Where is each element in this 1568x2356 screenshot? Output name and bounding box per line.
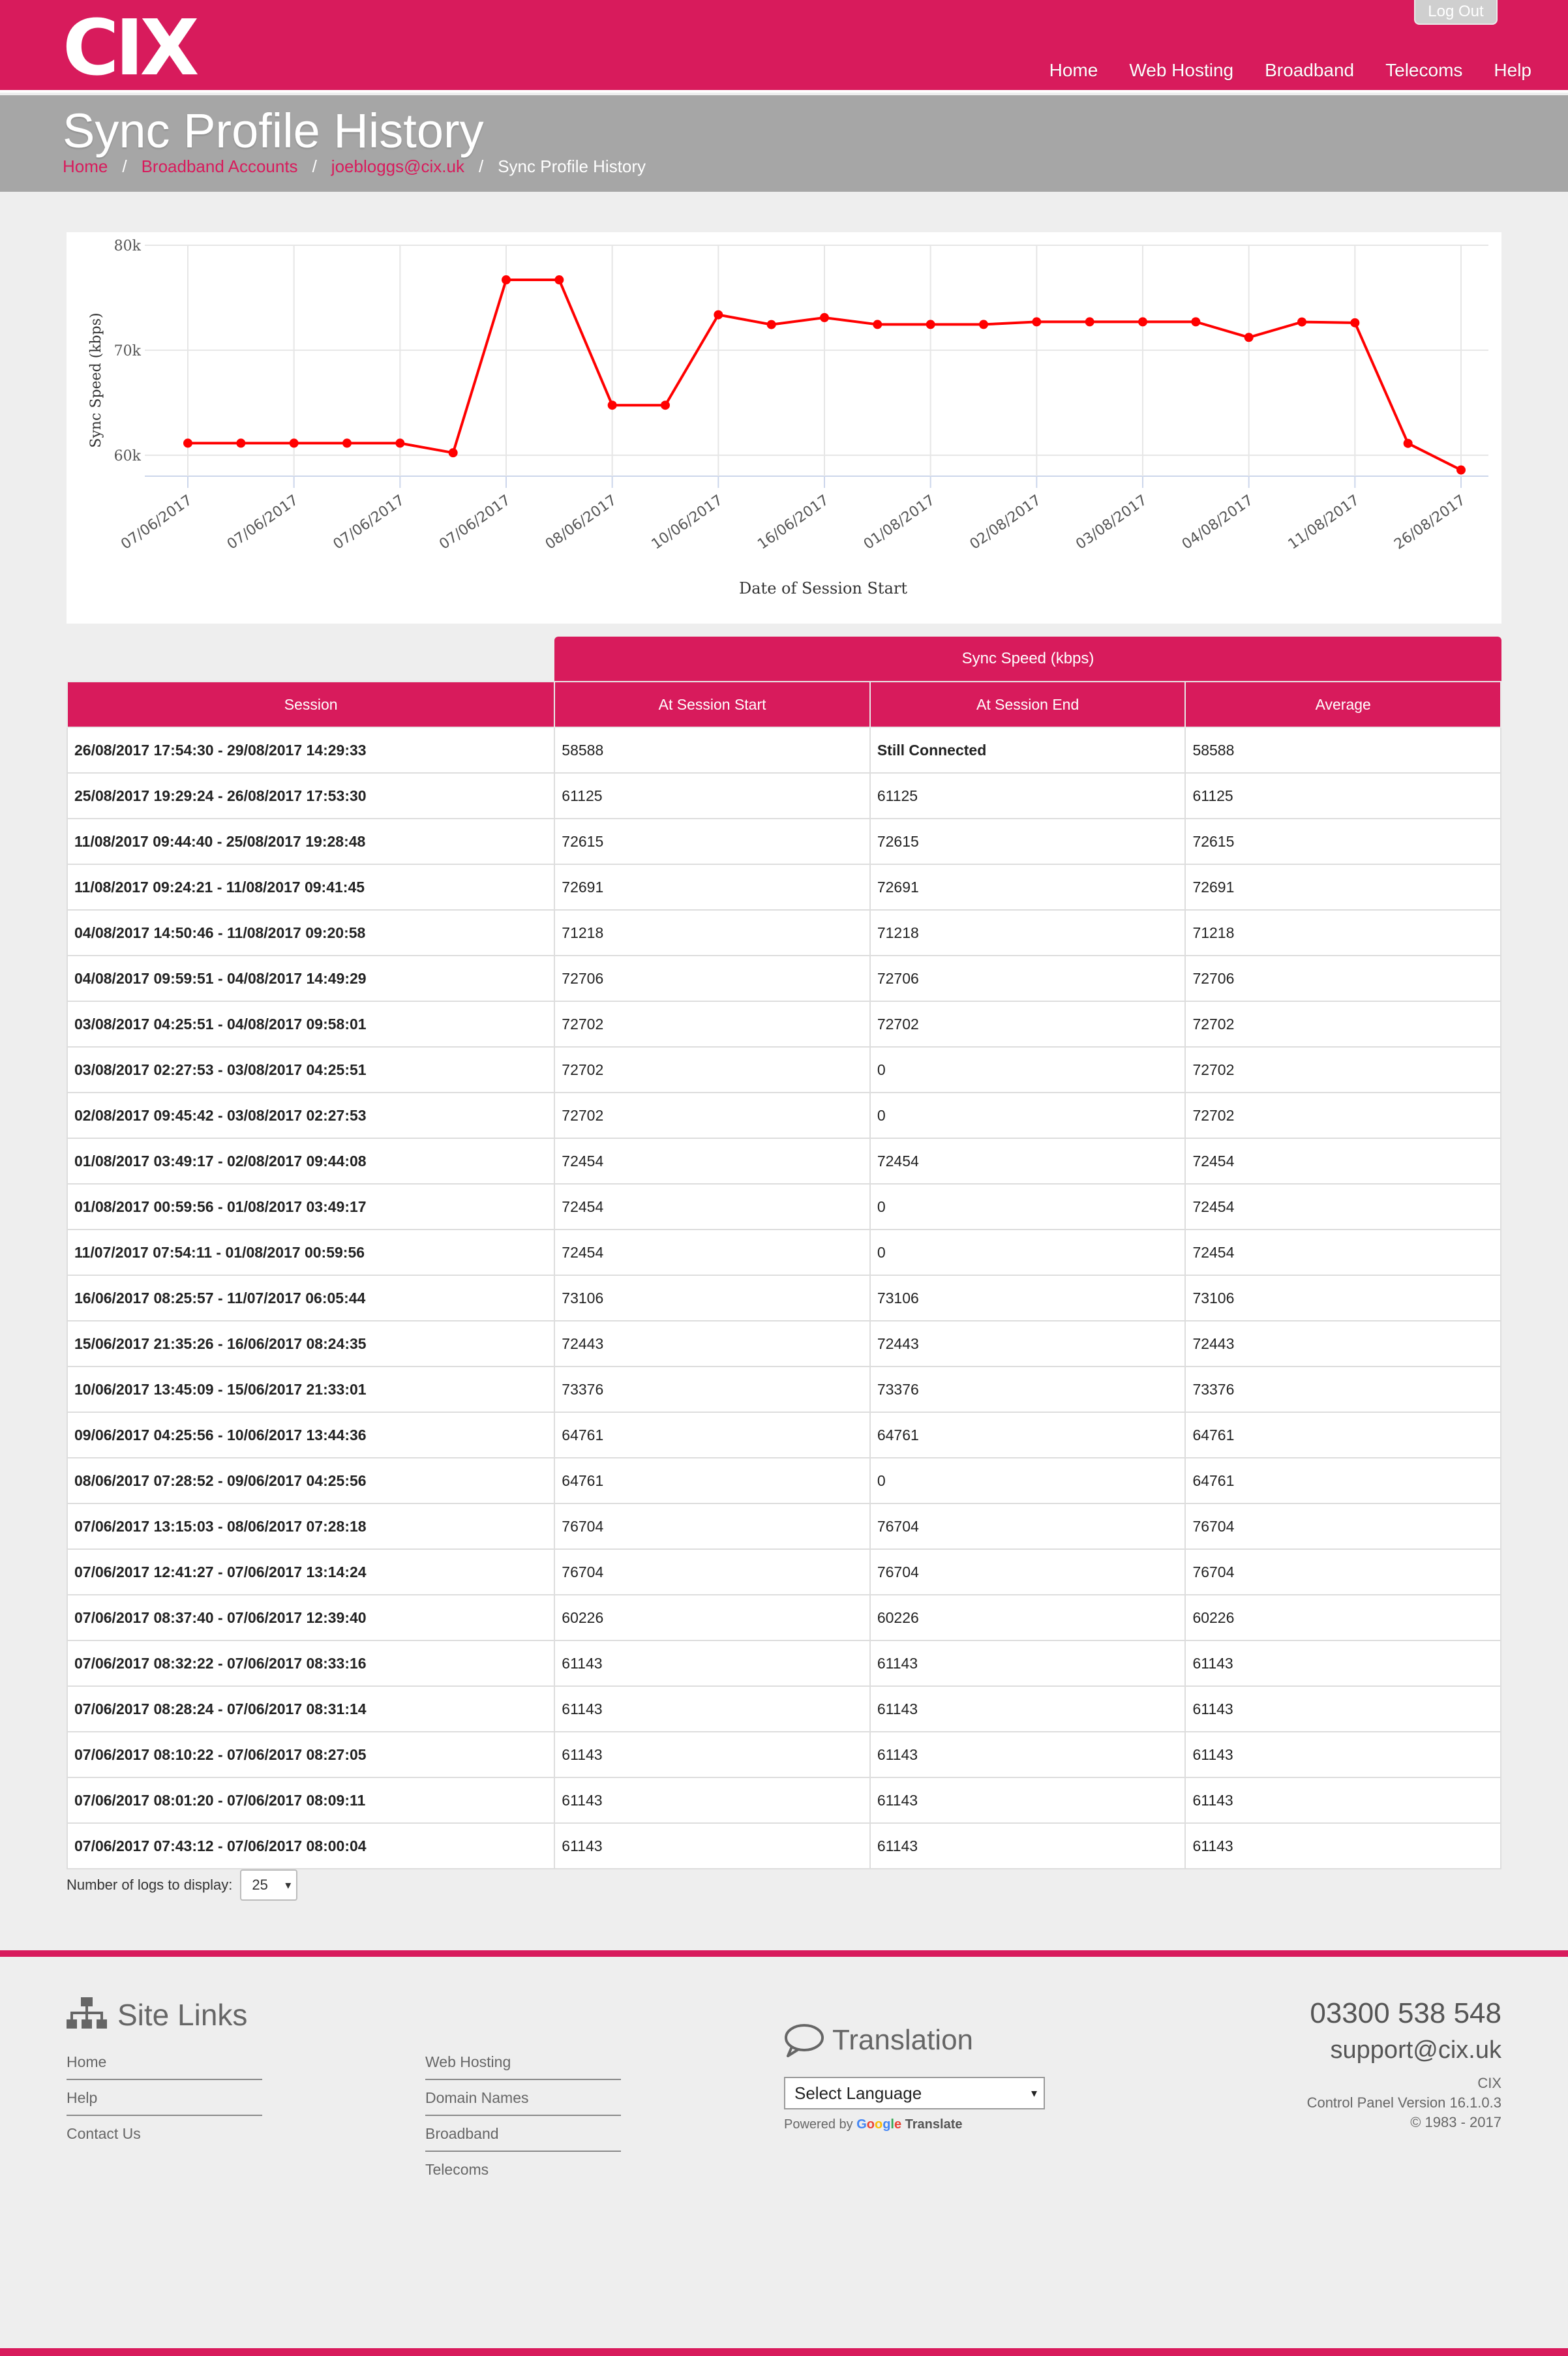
- cell-average: 73106: [1185, 1275, 1501, 1321]
- table-row: [67, 956, 1501, 1001]
- data-point: [1191, 317, 1200, 326]
- table-row: [67, 1184, 1501, 1230]
- cix-logo[interactable]: CIX: [63, 3, 196, 93]
- data-point: [1138, 317, 1147, 326]
- breadcrumb-separator: /: [312, 157, 317, 176]
- cell-session: 25/08/2017 19:29:24 - 26/08/2017 17:53:30: [67, 773, 554, 819]
- table-row: [67, 1549, 1501, 1595]
- table-row: [67, 1732, 1501, 1777]
- cell-average: 72443: [1185, 1321, 1501, 1367]
- main-nav: [1049, 60, 1531, 81]
- contact-phone[interactable]: 03300 538 548: [1310, 1997, 1501, 2029]
- chevron-down-icon: ▾: [285, 1879, 292, 1892]
- language-select[interactable]: [784, 2077, 1045, 2109]
- cell-at-session-end: 76704: [870, 1549, 1186, 1595]
- cell-at-session-start: 64761: [554, 1412, 870, 1458]
- control-panel-version: Control Panel Version 16.1.0.3: [1306, 2094, 1501, 2111]
- cell-at-session-start: 61143: [554, 1686, 870, 1732]
- table-row: [67, 1595, 1501, 1640]
- y-tick-label: 80k: [113, 238, 141, 254]
- cell-at-session-end: 73106: [870, 1275, 1186, 1321]
- cell-average: 72454: [1185, 1184, 1501, 1230]
- cell-at-session-end: 72706: [870, 956, 1186, 1001]
- cell-at-session-end: 72615: [870, 819, 1186, 864]
- cell-average: 58588: [1185, 727, 1501, 773]
- table-row: [67, 1686, 1501, 1732]
- cell-at-session-start: 72702: [554, 1047, 870, 1093]
- cell-session: 07/06/2017 08:01:20 - 07/06/2017 08:09:11: [67, 1777, 554, 1823]
- data-point: [554, 275, 564, 284]
- sync-speed-group-header: Sync Speed (kbps): [554, 637, 1501, 681]
- cell-session: 09/06/2017 04:25:56 - 10/06/2017 13:44:36: [67, 1412, 554, 1458]
- cell-session: 26/08/2017 17:54:30 - 29/08/2017 14:29:33: [67, 727, 554, 773]
- cell-session: 15/06/2017 21:35:26 - 16/06/2017 08:24:35: [67, 1321, 554, 1367]
- cell-at-session-start: 71218: [554, 910, 870, 956]
- footer-bottom-divider: [0, 2348, 1568, 2356]
- logs-count-select[interactable]: [240, 1869, 297, 1901]
- cell-session: 07/06/2017 08:28:24 - 07/06/2017 08:31:14: [67, 1686, 554, 1732]
- col-at-session-start: At Session Start: [554, 682, 870, 727]
- page-title: Sync Profile History: [63, 104, 484, 158]
- table-row: [67, 1458, 1501, 1503]
- col-average: Average: [1185, 682, 1501, 727]
- logout-button[interactable]: Log Out: [1414, 0, 1498, 25]
- x-tick-label: 10/06/2017: [648, 492, 726, 553]
- data-point: [1456, 466, 1466, 475]
- footer-link-contact-us[interactable]: Contact Us: [67, 2125, 141, 2142]
- cell-session: 07/06/2017 07:43:12 - 07/06/2017 08:00:04: [67, 1823, 554, 1869]
- cell-session: 01/08/2017 00:59:56 - 01/08/2017 03:49:17: [67, 1184, 554, 1230]
- data-point: [1085, 317, 1094, 326]
- cell-at-session-start: 76704: [554, 1549, 870, 1595]
- table-row: [67, 773, 1501, 819]
- breadcrumb-home[interactable]: Home: [63, 157, 108, 176]
- data-point: [449, 448, 458, 457]
- table-row: [67, 1777, 1501, 1823]
- table-row: [67, 1640, 1501, 1686]
- x-tick-label: 16/06/2017: [755, 492, 832, 553]
- cell-at-session-end: 64761: [870, 1412, 1186, 1458]
- y-tick-label: 60k: [113, 447, 141, 464]
- table-row: [67, 1823, 1501, 1869]
- cell-average: 72615: [1185, 819, 1501, 864]
- data-point: [236, 438, 245, 447]
- x-tick-label: 11/08/2017: [1285, 492, 1363, 553]
- footer-link-help[interactable]: Help: [67, 2080, 262, 2116]
- cell-at-session-start: 72454: [554, 1230, 870, 1275]
- breadcrumb-separator: /: [478, 157, 484, 176]
- col-session: Session: [67, 682, 554, 727]
- cell-at-session-end: 61143: [870, 1640, 1186, 1686]
- cell-at-session-start: 61143: [554, 1777, 870, 1823]
- cell-at-session-start: 72615: [554, 819, 870, 864]
- cell-average: 76704: [1185, 1503, 1501, 1549]
- translation-title: Translation: [832, 2024, 974, 2056]
- chevron-down-icon: ▾: [1031, 2087, 1037, 2100]
- cell-at-session-start: 58588: [554, 727, 870, 773]
- sync-chart-panel: [67, 232, 1501, 624]
- data-point: [395, 438, 404, 447]
- cell-at-session-start: 72454: [554, 1138, 870, 1184]
- speech-bubble-icon: [784, 2023, 824, 2057]
- nav-help[interactable]: Help: [1494, 60, 1531, 80]
- x-tick-label: 08/06/2017: [542, 492, 620, 553]
- cell-at-session-end: 60226: [870, 1595, 1186, 1640]
- col-at-session-end: At Session End: [870, 682, 1186, 727]
- cell-average: 64761: [1185, 1458, 1501, 1503]
- cell-average: 72691: [1185, 864, 1501, 910]
- footer-links-col1: [67, 2044, 262, 2151]
- x-tick-label: 02/08/2017: [967, 492, 1044, 553]
- data-point: [1297, 318, 1306, 327]
- cell-session: 11/08/2017 09:44:40 - 25/08/2017 19:28:48: [67, 819, 554, 864]
- x-tick-label: 01/08/2017: [860, 492, 939, 553]
- nav-broadband[interactable]: Broadband: [1265, 60, 1355, 80]
- cell-session: 11/08/2017 09:24:21 - 11/08/2017 09:41:45: [67, 864, 554, 910]
- table-row: [67, 1093, 1501, 1138]
- cell-at-session-start: 61143: [554, 1732, 870, 1777]
- cell-session: 02/08/2017 09:45:42 - 03/08/2017 02:27:53: [67, 1093, 554, 1138]
- cell-at-session-start: 61143: [554, 1640, 870, 1686]
- cell-session: 07/06/2017 08:10:22 - 07/06/2017 08:27:05: [67, 1732, 554, 1777]
- breadcrumb-separator: /: [122, 157, 127, 176]
- data-point: [926, 320, 935, 329]
- data-point: [979, 320, 988, 329]
- google-logo[interactable]: Google: [856, 2117, 902, 2132]
- cell-at-session-start: 73106: [554, 1275, 870, 1321]
- nav-telecoms[interactable]: Telecoms: [1385, 60, 1463, 80]
- data-point: [820, 313, 829, 322]
- cell-at-session-start: 72454: [554, 1184, 870, 1230]
- footer-link-home[interactable]: Home: [67, 2044, 262, 2080]
- table-header-row: [67, 682, 1501, 727]
- cell-average: 61143: [1185, 1823, 1501, 1869]
- cell-at-session-start: 76704: [554, 1503, 870, 1549]
- cell-average: 61143: [1185, 1640, 1501, 1686]
- cell-at-session-end: 0: [870, 1230, 1186, 1275]
- cell-at-session-start: 72443: [554, 1321, 870, 1367]
- nav-web-hosting[interactable]: Web Hosting: [1129, 60, 1234, 80]
- cell-average: 72702: [1185, 1001, 1501, 1047]
- logs-count-control: [67, 1869, 297, 1901]
- contact-block: [1307, 1997, 1501, 2132]
- breadcrumb-current: Sync Profile History: [498, 157, 646, 176]
- table-row: [67, 1503, 1501, 1549]
- cell-at-session-start: 60226: [554, 1595, 870, 1640]
- translation-heading: [784, 2023, 973, 2057]
- table-row: [67, 864, 1501, 910]
- cell-session: 11/07/2017 07:54:11 - 01/08/2017 00:59:56: [67, 1230, 554, 1275]
- cell-session: 03/08/2017 04:25:51 - 04/08/2017 09:58:01: [67, 1001, 554, 1047]
- cell-at-session-end: 71218: [870, 910, 1186, 956]
- logs-count-label: Number of logs to display:: [67, 1877, 233, 1893]
- x-axis-title: Date of Session Start: [739, 579, 907, 597]
- data-point: [767, 320, 776, 329]
- cell-at-session-end: 72443: [870, 1321, 1186, 1367]
- x-tick-label: 07/06/2017: [224, 492, 302, 553]
- table-row: [67, 727, 1501, 773]
- cell-at-session-end: 72702: [870, 1001, 1186, 1047]
- table-row: [67, 819, 1501, 864]
- cell-at-session-end: 61143: [870, 1823, 1186, 1869]
- cell-at-session-start: 73376: [554, 1367, 870, 1412]
- copyright: © 1983 - 2017: [1410, 2114, 1501, 2130]
- sitemap-icon: [67, 1997, 107, 2032]
- y-axis-title: Sync Speed (kbps): [88, 312, 104, 448]
- x-tick-label: 26/08/2017: [1391, 492, 1469, 553]
- sync-history-table: [67, 681, 1501, 1869]
- breadcrumb-broadband-accounts[interactable]: Broadband Accounts: [141, 157, 298, 176]
- cell-at-session-start: 61143: [554, 1823, 870, 1869]
- cell-average: 73376: [1185, 1367, 1501, 1412]
- cell-at-session-end: 61143: [870, 1686, 1186, 1732]
- cell-session: 01/08/2017 03:49:17 - 02/08/2017 09:44:08: [67, 1138, 554, 1184]
- data-point: [290, 438, 299, 447]
- cell-at-session-end: 73376: [870, 1367, 1186, 1412]
- cell-session: 07/06/2017 13:15:03 - 08/06/2017 07:28:18: [67, 1503, 554, 1549]
- data-point: [1404, 439, 1413, 448]
- cell-at-session-end: 0: [870, 1093, 1186, 1138]
- cell-session: 08/06/2017 07:28:52 - 09/06/2017 04:25:56: [67, 1458, 554, 1503]
- data-point: [502, 275, 511, 284]
- cell-average: 72702: [1185, 1047, 1501, 1093]
- cell-session: 04/08/2017 14:50:46 - 11/08/2017 09:20:58: [67, 910, 554, 956]
- data-point: [714, 310, 723, 320]
- cell-session: 07/06/2017 12:41:27 - 07/06/2017 13:14:24: [67, 1549, 554, 1595]
- language-select-value: Select Language: [794, 2083, 922, 2103]
- cell-at-session-start: 72702: [554, 1093, 870, 1138]
- data-point: [1032, 317, 1041, 326]
- title-bar: [0, 95, 1568, 192]
- data-point: [873, 320, 882, 329]
- cell-average: 76704: [1185, 1549, 1501, 1595]
- x-tick-label: 07/06/2017: [330, 492, 408, 553]
- cell-average: 61143: [1185, 1777, 1501, 1823]
- data-point: [342, 438, 352, 447]
- cell-average: 61143: [1185, 1732, 1501, 1777]
- x-tick-label: 03/08/2017: [1073, 492, 1151, 553]
- cell-average: 71218: [1185, 910, 1501, 956]
- cell-session: 04/08/2017 09:59:51 - 04/08/2017 14:49:29: [67, 956, 554, 1001]
- data-point: [1350, 318, 1359, 327]
- table-row: [67, 1367, 1501, 1412]
- cell-at-session-end: 76704: [870, 1503, 1186, 1549]
- cell-at-session-end: Still Connected: [870, 727, 1186, 773]
- footer-link-broadband[interactable]: Broadband: [425, 2116, 621, 2152]
- data-point: [608, 400, 617, 410]
- powered-by-google: [784, 2117, 962, 2132]
- cell-session: 16/06/2017 08:25:57 - 11/07/2017 06:05:44: [67, 1275, 554, 1321]
- cell-at-session-end: 72454: [870, 1138, 1186, 1184]
- breadcrumb: [63, 157, 646, 177]
- company-name: CIX: [1477, 2075, 1501, 2091]
- nav-home[interactable]: Home: [1049, 60, 1098, 80]
- data-point: [661, 400, 670, 410]
- table-row: [67, 1230, 1501, 1275]
- cell-at-session-start: 72706: [554, 956, 870, 1001]
- contact-email[interactable]: support@cix.uk: [1330, 2036, 1501, 2064]
- footer-links-col2: [425, 2044, 621, 2186]
- table-row: [67, 1138, 1501, 1184]
- site-links-title: Site Links: [117, 1998, 248, 2032]
- cell-at-session-start: 61125: [554, 773, 870, 819]
- cell-at-session-start: 72702: [554, 1001, 870, 1047]
- table-row: [67, 910, 1501, 956]
- cell-at-session-start: 64761: [554, 1458, 870, 1503]
- cell-session: 07/06/2017 08:32:22 - 07/06/2017 08:33:16: [67, 1640, 554, 1686]
- data-point: [183, 438, 192, 447]
- table-row: [67, 1412, 1501, 1458]
- powered-by-label: Powered by: [784, 2117, 853, 2132]
- table-row: [67, 1275, 1501, 1321]
- y-tick-label: 70k: [113, 342, 141, 359]
- cell-average: 61125: [1185, 773, 1501, 819]
- footer-link-web-hosting[interactable]: Web Hosting: [425, 2044, 621, 2080]
- cell-average: 72454: [1185, 1230, 1501, 1275]
- footer-top-divider: [0, 1950, 1568, 1957]
- data-point: [1244, 333, 1254, 342]
- cell-at-session-end: 61143: [870, 1777, 1186, 1823]
- table-row: [67, 1047, 1501, 1093]
- cell-at-session-end: 61125: [870, 773, 1186, 819]
- cell-average: 72454: [1185, 1138, 1501, 1184]
- cell-average: 72702: [1185, 1093, 1501, 1138]
- table-row: [67, 1001, 1501, 1047]
- x-tick-label: 07/06/2017: [118, 492, 196, 553]
- footer-link-telecoms[interactable]: Telecoms: [425, 2161, 489, 2178]
- breadcrumb-account[interactable]: joebloggs@cix.uk: [331, 157, 464, 176]
- cell-at-session-end: 0: [870, 1184, 1186, 1230]
- x-tick-label: 04/08/2017: [1179, 492, 1257, 553]
- translate-link[interactable]: Translate: [905, 2117, 963, 2132]
- cell-session: 10/06/2017 13:45:09 - 15/06/2017 21:33:01: [67, 1367, 554, 1412]
- cell-average: 64761: [1185, 1412, 1501, 1458]
- cell-average: 61143: [1185, 1686, 1501, 1732]
- logs-count-value: 25: [252, 1877, 268, 1893]
- cell-at-session-end: 0: [870, 1047, 1186, 1093]
- table-row: [67, 1321, 1501, 1367]
- cell-average: 72706: [1185, 956, 1501, 1001]
- cell-at-session-end: 0: [870, 1458, 1186, 1503]
- footer-link-domain-names[interactable]: Domain Names: [425, 2080, 621, 2116]
- top-header: [0, 0, 1568, 93]
- cell-session: 07/06/2017 08:37:40 - 07/06/2017 12:39:40: [67, 1595, 554, 1640]
- cell-at-session-start: 72691: [554, 864, 870, 910]
- cell-at-session-end: 61143: [870, 1732, 1186, 1777]
- cell-at-session-end: 72691: [870, 864, 1186, 910]
- x-tick-label: 07/06/2017: [436, 492, 514, 553]
- cell-average: 60226: [1185, 1595, 1501, 1640]
- sync-speed-chart: [67, 232, 1501, 624]
- site-links-heading: [67, 1997, 247, 2032]
- cell-session: 03/08/2017 02:27:53 - 03/08/2017 04:25:51: [67, 1047, 554, 1093]
